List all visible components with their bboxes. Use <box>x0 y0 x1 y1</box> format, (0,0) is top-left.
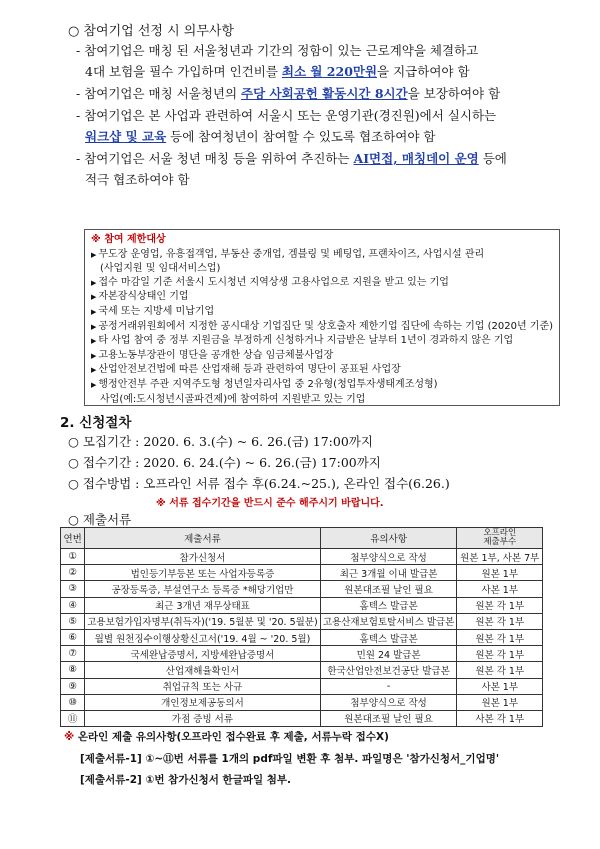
arrow-bullet-icon: ▶ <box>91 250 97 259</box>
obligation-line <box>76 40 576 61</box>
cell-copies: 사본 각 1부 <box>457 710 543 726</box>
table-row <box>61 565 543 581</box>
cell-no: ① <box>61 549 85 565</box>
text-segment: - 참여기업은 본 사업과 관련하여 서울시 또는 운영기관(경진원)에서 실시하는 <box>76 108 497 123</box>
restriction-item <box>91 290 553 305</box>
cell-no: ② <box>61 565 85 581</box>
cell-note: - <box>320 678 457 694</box>
deadline-notice: ※ 서류 접수기간을 반드시 준수 해주시기 바랍니다. <box>156 498 384 509</box>
cell-document: 국세완납증명서, 지방세완납증명서 <box>85 646 320 662</box>
arrow-bullet-icon: ▶ <box>91 337 97 346</box>
restriction-item <box>91 378 553 393</box>
cell-no: ⑨ <box>61 678 85 694</box>
text-segment: - 참여기업은 매칭 서울청년의 <box>76 86 242 101</box>
receipt-period: ○ 접수기간 : 2020. 6. 24.(수) ~ 6. 26.(금) 17:00까지 <box>68 455 381 470</box>
online-notice <box>64 729 389 744</box>
table-row <box>61 694 543 710</box>
obligation-line <box>76 83 576 104</box>
restriction-text: (사업지원 및 임대서비스업) <box>100 263 221 275</box>
restriction-item <box>91 305 553 320</box>
cell-no: ③ <box>61 581 85 597</box>
cell-document: 법인등기부등본 또는 사업자등록증 <box>85 565 320 581</box>
cell-no: ⑥ <box>61 629 85 645</box>
obligation-line <box>76 169 576 190</box>
text-segment: 을 보장하여야 함 <box>407 86 501 101</box>
table-row <box>61 646 543 662</box>
table-row <box>61 549 543 565</box>
cell-note: 최근 3개월 이내 발급본 <box>320 565 457 581</box>
cell-document: 개인정보제공동의서 <box>85 694 320 710</box>
restriction-text: 무도장 운영업, 유흥접객업, 부동산 중개업, 겜블링 및 베팅업, 프랜차이즈, 사업시설 관리 <box>98 248 485 260</box>
text-segment: 적극 협조하여야 함 <box>85 172 190 187</box>
restriction-text: 접수 마감일 기준 서울시 도시청년 지역상생 고용사업으로 지원을 받고 있는 기업 <box>98 276 449 288</box>
arrow-bullet-icon: ▶ <box>91 293 97 302</box>
cell-note: 홈텍스 발급본 <box>320 597 457 613</box>
section2-heading: 2. 신청절차 <box>60 415 132 431</box>
restriction-item <box>91 334 553 349</box>
text-segment: 4대 보험을 필수 가입하며 인건비를 <box>85 64 282 79</box>
cell-copies: 원본 각 1부 <box>457 646 543 662</box>
text-segment: 등에 참여청년이 참여할 수 있도록 협조하여야 함 <box>166 129 436 144</box>
recruit-period: ○ 모집기간 : 2020. 6. 3.(수) ~ 6. 26.(금) 17:00까지 <box>68 434 373 449</box>
restriction-item-cont <box>91 262 553 276</box>
obligation-line <box>76 148 576 169</box>
cell-note: 원본대조필 날인 필요 <box>320 710 457 726</box>
restriction-text: 공정거래위원회에서 지정한 공시대상 기업집단 및 상호출자 제한기업 집단에 속하는 기업 (2020년 기준) <box>98 320 554 332</box>
cell-copies: 사본 1부 <box>457 678 543 694</box>
arrow-bullet-icon: ▶ <box>91 366 97 375</box>
submit-doc-2: [제출서류-2] ①번 참가신청서 한글파일 첨부. <box>80 774 292 786</box>
restriction-item <box>91 349 553 364</box>
cell-document: 월별 원천징수이행상황신고서('19. 4월 ~ '20. 5월) <box>85 629 320 645</box>
cell-document: 가점 증빙 서류 <box>85 710 320 726</box>
cell-note: 원본대조필 날인 필요 <box>320 581 457 597</box>
restriction-text: 타 사업 참여 중 정부 지원금을 부정하게 신청하거나 지급받은 날부터 1년이 경과하지 않은 기업 <box>98 335 514 347</box>
docs-heading: ○ 제출서류 <box>68 512 132 527</box>
restriction-text: 사업(예:도시청년시골파견제)에 참여하여 지원받고 있는 기업 <box>100 393 366 405</box>
cell-document: 참가신청서 <box>85 549 320 565</box>
cell-document: 최근 3개년 재무상태표 <box>85 597 320 613</box>
cell-copies: 원본 각 1부 <box>457 662 543 678</box>
text-segment: 등에 <box>478 151 507 166</box>
restriction-item <box>91 276 553 291</box>
restriction-item <box>91 248 553 263</box>
restriction-list <box>91 248 553 407</box>
text-segment: 을 지급하여야 함 <box>377 64 470 79</box>
documents-table <box>60 527 543 727</box>
obligation-line <box>76 126 576 147</box>
cell-no: ⑤ <box>61 613 85 629</box>
cell-document: 취업규칙 또는 사규 <box>85 678 320 694</box>
restriction-item <box>91 363 553 378</box>
restriction-text: 자본잠식상태인 기업 <box>98 291 189 303</box>
table-row <box>61 613 543 629</box>
highlight-text: 워크샵 및 교육 <box>85 129 167 144</box>
text-segment: - 참여기업은 서울 청년 매칭 등을 위하여 추진하는 <box>76 151 354 166</box>
restriction-item <box>91 320 553 335</box>
restriction-text: 고용노동부장관이 명단을 공개한 상습 임금체불사업장 <box>98 349 334 361</box>
col-header-no: 연번 <box>61 528 85 549</box>
table-row <box>61 629 543 645</box>
cell-note: 한국산업안전보건공단 발급본 <box>320 662 457 678</box>
table-row <box>61 581 543 597</box>
table-row <box>61 597 543 613</box>
cell-document: 공장등록증, 부설연구소 등록증 *해당기업만 <box>85 581 320 597</box>
arrow-bullet-icon: ▶ <box>91 322 97 331</box>
section1-heading: ○ 참여기업 선정 시 의무사항 <box>68 24 235 39</box>
cell-note: 고용산재보험토탈서비스 발급본 <box>320 613 457 629</box>
cell-no: ④ <box>61 597 85 613</box>
cell-copies: 원본 각 1부 <box>457 597 543 613</box>
restriction-text: 국세 또는 지방세 미납기업 <box>98 305 215 317</box>
online-notice-text: 온라인 제출 유의사항(오프라인 접수완료 후 제출, 서류누락 접수X) <box>74 731 389 743</box>
cell-copies: 원본 1부 <box>457 565 543 581</box>
restriction-title: ※ 참여 제한대상 <box>91 234 166 245</box>
cell-note: 첨부양식으로 작성 <box>320 694 457 710</box>
arrow-bullet-icon: ▶ <box>91 278 97 287</box>
restriction-box <box>84 229 560 406</box>
arrow-bullet-icon: ▶ <box>91 307 97 316</box>
table-row <box>61 678 543 694</box>
cell-no: ⑪ <box>61 710 85 726</box>
cell-no: ⑦ <box>61 646 85 662</box>
table-row <box>61 662 543 678</box>
receipt-method: ○ 접수방법 : 오프라인 서류 접수 후(6.24.~25.), 온라인 접수(6.26.) <box>68 476 450 491</box>
col-header-copies: 오프라인 제출부수 <box>457 528 543 549</box>
obligation-line <box>76 105 576 126</box>
cell-copies: 원본 각 1부 <box>457 629 543 645</box>
obligation-list <box>76 40 576 191</box>
col-header-note: 유의사항 <box>320 528 457 549</box>
restriction-text: 산업안전보건법에 따른 산업재해 등과 관련하여 명단이 공표된 사업장 <box>98 364 401 376</box>
text-segment: - 참여기업은 매칭 된 서울청년과 기간의 정함이 있는 근로계약을 체결하고 <box>76 43 479 58</box>
notice-mark: ※ <box>64 731 75 743</box>
submit-doc-1: [제출서류-1] ①~⑪번 서류를 1개의 pdf파일 변환 후 첨부. 파일명은 '참가신청서_기업명' <box>80 753 500 765</box>
arrow-bullet-icon: ▶ <box>91 351 97 360</box>
table-row <box>61 710 543 726</box>
restriction-text: 행정안전부 주관 지역주도형 청년일자리사업 중 2유형(청업투자생태계조성형) <box>98 378 438 390</box>
highlight-text: 최소 월 220만원 <box>281 64 378 79</box>
arrow-bullet-icon: ▶ <box>91 380 97 389</box>
cell-copies: 원본 1부 <box>457 694 543 710</box>
cell-copies: 원본 각 1부 <box>457 613 543 629</box>
obligation-line <box>76 61 576 82</box>
cell-document: 고용보험가입자명부(취득자)('19. 5월분 및 '20. 5월분) <box>85 613 320 629</box>
cell-note: 홈텍스 발급본 <box>320 629 457 645</box>
restriction-item-cont <box>91 393 553 407</box>
cell-note: 민원 24 발급본 <box>320 646 457 662</box>
highlight-text: AI면접, 매칭데이 운영 <box>353 151 479 166</box>
cell-no: ⑧ <box>61 662 85 678</box>
col-header-document: 제출서류 <box>85 528 320 549</box>
cell-copies: 사본 1부 <box>457 581 543 597</box>
table-header-row <box>61 528 543 549</box>
cell-copies: 원본 1부, 사본 7부 <box>457 549 543 565</box>
cell-no: ⑩ <box>61 694 85 710</box>
cell-note: 첨부양식으로 작성 <box>320 549 457 565</box>
highlight-text: 주당 사회공헌 활동시간 8시간 <box>241 86 408 101</box>
cell-document: 산업재해율확인서 <box>85 662 320 678</box>
